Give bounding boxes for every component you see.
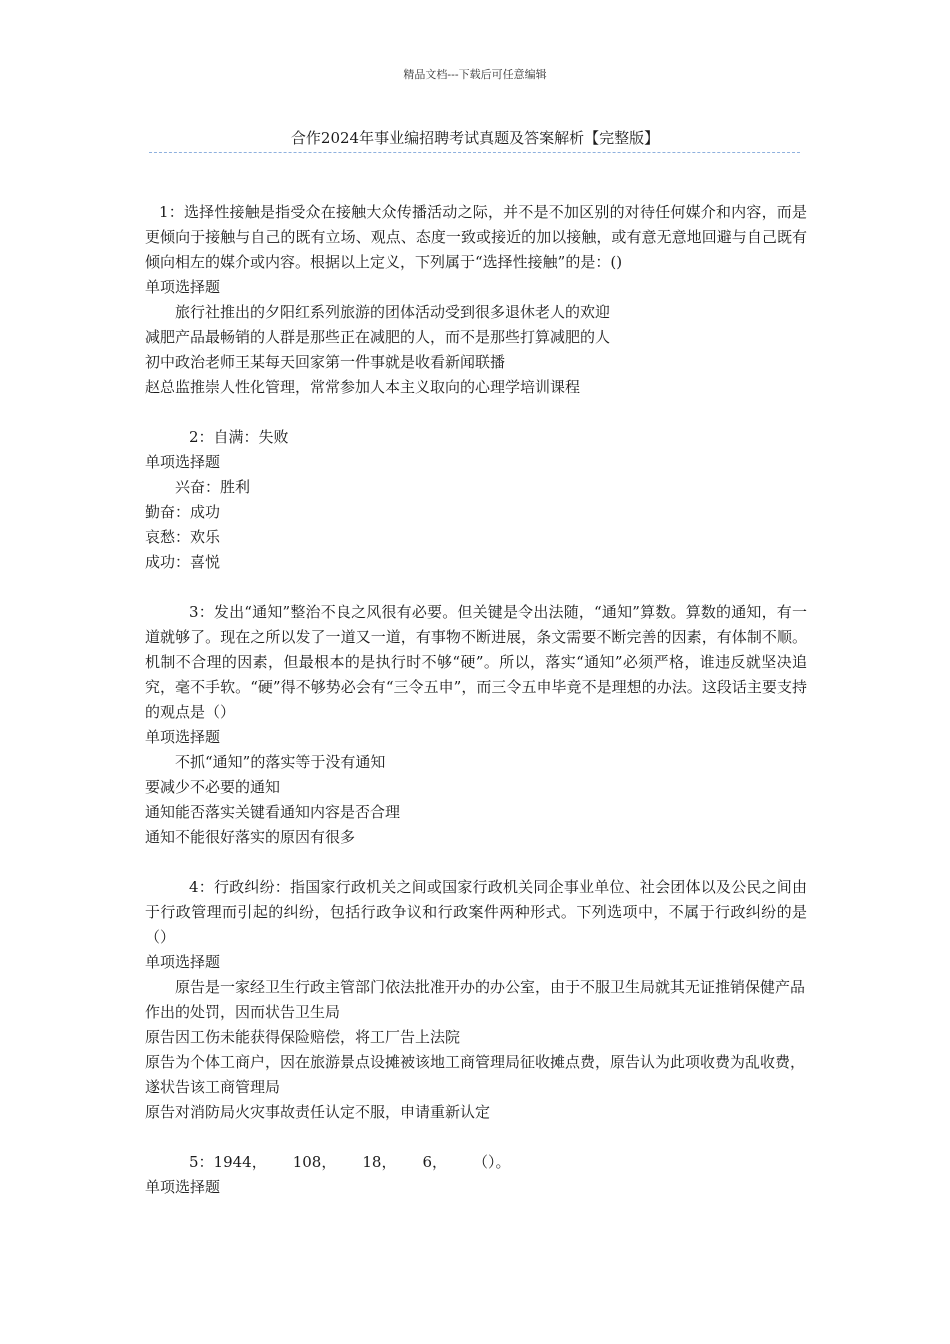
sequence-term: 5：1944， xyxy=(189,1153,267,1171)
sequence-term: 18， xyxy=(362,1153,397,1171)
option: 通知不能很好落实的原因有很多 xyxy=(145,828,356,846)
option: 旅行社推出的夕阳红系列旅游的团体活动受到很多退休老人的欢迎 xyxy=(175,303,611,321)
question-stem: 3：发出“通知”整治不良之风很有必要。但关键是令出法随，“通知”算数。算数的通知，有一道就够了。现在之所以发了一道又一道，有事物不断进展，条文需要不断完善的因素，有体制不顺。机制不合理的因素，但最根本的是执行时不够“硬”。所以，落实“通知”必须严格，谁违反就坚决追究，毫不手软。“硬”得不够势必会有“三令五申”，而三令五申毕竟不是理想的办法。这段话主要支持的观点是（） xyxy=(145,603,807,721)
option: 原告是一家经卫生行政主管部门依法批准开办的办公室，由于不服卫生局就其无证推销保健产品作出的处罚，因而状告卫生局 xyxy=(145,978,806,1021)
question-type: 单项选择题 xyxy=(145,278,221,296)
question-type: 单项选择题 xyxy=(145,728,221,746)
question-4 xyxy=(145,875,807,1125)
sequence-term: （）。 xyxy=(473,1153,511,1171)
option: 勤奋：成功 xyxy=(145,503,221,521)
title-divider xyxy=(149,152,800,153)
option: 成功：喜悦 xyxy=(145,553,221,571)
option: 原告因工伤未能获得保险赔偿，将工厂告上法院 xyxy=(145,1028,461,1046)
question-2 xyxy=(145,425,807,575)
question-list xyxy=(145,200,807,1225)
sequence-term: 6， xyxy=(422,1153,447,1171)
question-type: 单项选择题 xyxy=(145,453,221,471)
document-header-note: 精品文档---下载后可任意编辑 xyxy=(403,68,547,81)
question-1 xyxy=(145,200,807,400)
option: 减肥产品最畅销的人群是那些正在减肥的人，而不是那些打算减肥的人 xyxy=(145,328,611,346)
sequence-term: 108， xyxy=(292,1153,337,1171)
question-type: 单项选择题 xyxy=(145,953,221,971)
question-type: 单项选择题 xyxy=(145,1178,221,1196)
question-stem xyxy=(145,1150,807,1175)
option: 要减少不必要的通知 xyxy=(145,778,281,796)
option: 赵总监推崇人性化管理，常常参加人本主义取向的心理学培训课程 xyxy=(145,378,581,396)
question-3 xyxy=(145,600,807,850)
option: 通知能否落实关键看通知内容是否合理 xyxy=(145,803,401,821)
option: 哀愁：欢乐 xyxy=(145,528,221,546)
question-stem: 2：自满：失败 xyxy=(189,428,289,446)
option: 原告为个体工商户，因在旅游景点设摊被该地工商管理局征收摊点费，原告认为此项收费为乱收费，遂状告该工商管理局 xyxy=(145,1053,806,1096)
option: 原告对消防局火灾事故责任认定不服，申请重新认定 xyxy=(145,1103,491,1121)
question-stem: 1：选择性接触是指受众在接触大众传播活动之际，并不是不加区别的对待任何媒介和内容，而是更倾向于接触与自己的既有立场、观点、态度一致或接近的加以接触，或有意无意地回避与自己既有倾向相左的媒介或内容。根据以上定义，下列属于“选择性接触”的是：() xyxy=(145,203,807,271)
option: 初中政治老师王某每天回家第一件事就是收看新闻联播 xyxy=(145,353,506,371)
question-stem: 4：行政纠纷：指国家行政机关之间或国家行政机关同企事业单位、社会团体以及公民之间由于行政管理而引起的纠纷，包括行政争议和行政案件两种形式。下列选项中，不属于行政纠纷的是（） xyxy=(145,878,807,946)
option: 不抓“通知”的落实等于没有通知 xyxy=(175,753,386,771)
document-title: 合作2024年事业编招聘考试真题及答案解析【完整版】 xyxy=(290,129,660,147)
option: 兴奋：胜利 xyxy=(175,478,251,496)
question-5 xyxy=(145,1150,807,1200)
